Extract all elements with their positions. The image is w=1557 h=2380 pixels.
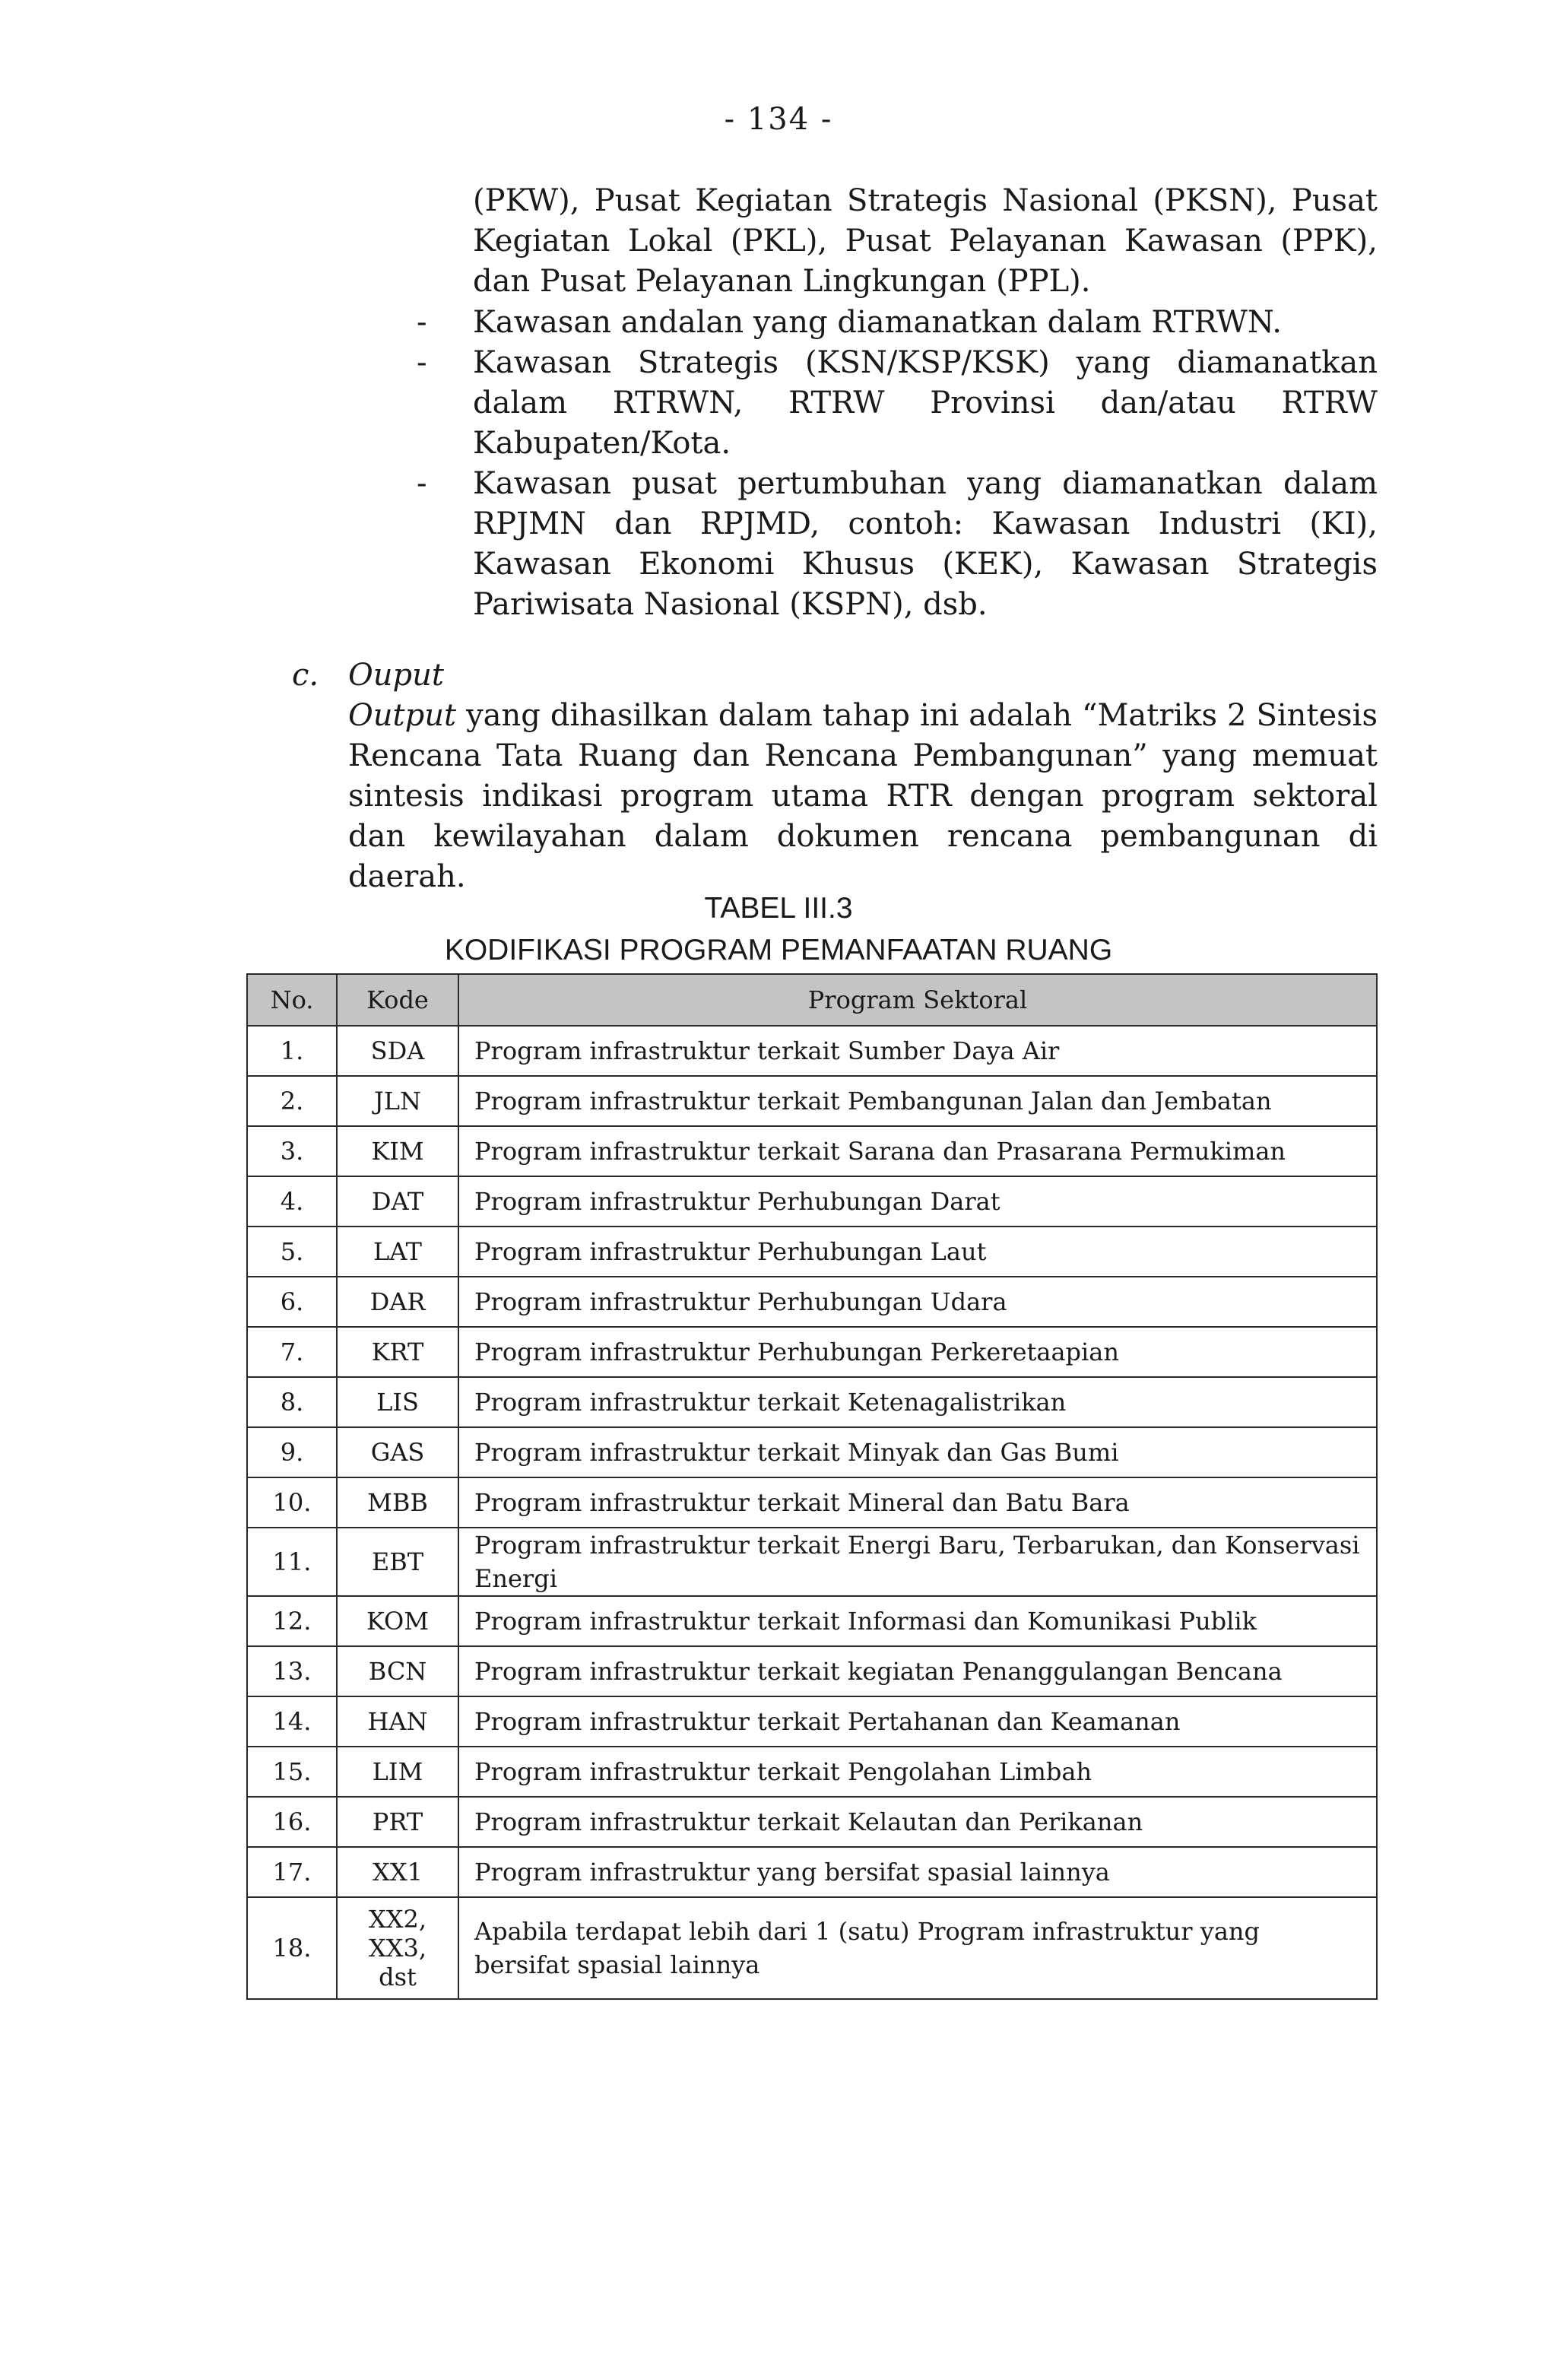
table-row	[247, 1797, 1377, 1847]
table-row	[247, 1026, 1377, 1076]
table-row	[247, 1847, 1377, 1897]
row-program: Program infrastruktur terkait Sarana dan Prasarana Permukiman	[458, 1126, 1377, 1176]
row-code: XX2, XX3, dst	[337, 1897, 458, 1999]
table-row	[247, 1747, 1377, 1797]
table-row	[247, 1377, 1377, 1427]
row-no: 9.	[247, 1427, 337, 1477]
row-code: GAS	[337, 1427, 458, 1477]
row-program: Program infrastruktur terkait Pembangunan Jalan dan Jembatan	[458, 1076, 1377, 1126]
row-no: 13.	[247, 1646, 337, 1696]
row-program: Program infrastruktur Perhubungan Darat	[458, 1176, 1377, 1226]
row-program: Program infrastruktur yang bersifat spasial lainnya	[458, 1847, 1377, 1897]
row-no: 8.	[247, 1377, 337, 1427]
section-body-lead: Output	[348, 698, 457, 733]
bullet-item	[417, 343, 1378, 464]
program-code-table	[246, 973, 1378, 2000]
row-no: 17.	[247, 1847, 337, 1897]
row-program: Program infrastruktur terkait Kelautan dan Perikanan	[458, 1797, 1377, 1847]
bullet-text: Kawasan andalan yang diamanatkan dalam RTRWN.	[473, 305, 1282, 340]
table-caption-title: KODIFIKASI PROGRAM PEMANFAATAN RUANG	[444, 934, 1113, 966]
section-title: Ouput	[348, 658, 444, 693]
row-code: LIS	[337, 1377, 458, 1427]
row-code: KRT	[337, 1327, 458, 1377]
row-program: Apabila terdapat lebih dari 1 (satu) Program infrastruktur yang bersifat spasial lainnya	[458, 1897, 1377, 1999]
row-code: KOM	[337, 1596, 458, 1646]
row-no: 1.	[247, 1026, 337, 1076]
table-row	[247, 1176, 1377, 1226]
row-program: Program infrastruktur terkait Sumber Daya Air	[458, 1026, 1377, 1076]
bullet-item	[417, 303, 1378, 343]
header-program: Program Sektoral	[458, 974, 1377, 1026]
row-no: 14.	[247, 1696, 337, 1747]
row-code: JLN	[337, 1076, 458, 1126]
table-caption-number: TABEL III.3	[704, 892, 853, 925]
table-row	[247, 1427, 1377, 1477]
row-program: Program infrastruktur terkait kegiatan Penanggulangan Bencana	[458, 1646, 1377, 1696]
continuation-paragraph: (PKW), Pusat Kegiatan Strategis Nasional (PKSN), Pusat Kegiatan Lokal (PKL), Pusat Pelayanan Kawasan (PPK), dan Pusat Pelayanan Lingkungan (PPL).	[473, 183, 1378, 299]
row-program: Program infrastruktur terkait Mineral dan Batu Bara	[458, 1477, 1377, 1528]
row-code: LAT	[337, 1226, 458, 1277]
row-program: Program infrastruktur terkait Pengolahan Limbah	[458, 1747, 1377, 1797]
bullet-text: Kawasan pusat pertumbuhan yang diamanatkan dalam RPJMN dan RPJMD, contoh: Kawasan Industri (KI), Kawasan Ekonomi Khusus (KEK), Kawasan Strategis Pariwisata Nasional (KSPN), dsb.	[473, 466, 1378, 622]
bullet-list	[417, 303, 1378, 625]
section-letter: c.	[292, 658, 319, 693]
bullet-text: Kawasan Strategis (KSN/KSP/KSK) yang diamanatkan dalam RTRWN, RTRW Provinsi dan/atau RTRW Kabupaten/Kota.	[473, 345, 1378, 461]
section-body	[348, 696, 1378, 897]
row-code: HAN	[337, 1696, 458, 1747]
table-row	[247, 1277, 1377, 1327]
bullet-dash: -	[417, 345, 427, 380]
row-no: 18.	[247, 1897, 337, 1999]
table-row	[247, 1646, 1377, 1696]
table-row	[247, 1226, 1377, 1277]
table-row	[247, 1696, 1377, 1747]
bullet-dash: -	[417, 466, 427, 501]
row-no: 4.	[247, 1176, 337, 1226]
section-heading	[292, 655, 1378, 696]
section-output	[292, 655, 1378, 897]
row-code: EBT	[337, 1528, 458, 1596]
row-no: 12.	[247, 1596, 337, 1646]
row-no: 10.	[247, 1477, 337, 1528]
row-program: Program infrastruktur terkait Ketenagalistrikan	[458, 1377, 1377, 1427]
row-no: 15.	[247, 1747, 337, 1797]
table-row	[247, 1528, 1377, 1596]
table-row	[247, 1327, 1377, 1377]
bullet-dash: -	[417, 305, 427, 340]
row-program: Program infrastruktur terkait Energi Baru, Terbarukan, dan Konservasi Energi	[458, 1528, 1377, 1596]
table-row	[247, 1897, 1377, 1999]
row-no: 11.	[247, 1528, 337, 1596]
row-code: KIM	[337, 1126, 458, 1176]
row-no: 7.	[247, 1327, 337, 1377]
row-program: Program infrastruktur terkait Informasi dan Komunikasi Publik	[458, 1596, 1377, 1646]
header-no: No.	[247, 974, 337, 1026]
table-row	[247, 1076, 1377, 1126]
row-code: LIM	[337, 1747, 458, 1797]
page-number: - 134 -	[724, 102, 833, 137]
row-code: SDA	[337, 1026, 458, 1076]
row-no: 2.	[247, 1076, 337, 1126]
row-no: 3.	[247, 1126, 337, 1176]
table-row	[247, 1596, 1377, 1646]
table-row	[247, 1477, 1377, 1528]
row-no: 16.	[247, 1797, 337, 1847]
row-code: DAT	[337, 1176, 458, 1226]
bullet-item	[417, 464, 1378, 625]
row-no: 6.	[247, 1277, 337, 1327]
table-header-row	[247, 974, 1377, 1026]
row-program: Program infrastruktur Perhubungan Laut	[458, 1226, 1377, 1277]
row-program: Program infrastruktur Perhubungan Perkeretaapian	[458, 1327, 1377, 1377]
header-code: Kode	[337, 974, 458, 1026]
row-code: XX1	[337, 1847, 458, 1897]
section-body-text: yang dihasilkan dalam tahap ini adalah “Matriks 2 Sintesis Rencana Tata Ruang dan Rencana Pembangunan” yang memuat sintesis indikasi program utama RTR dengan program sektoral dan kewilayahan dalam dokumen rencana pembangunan di daerah.	[348, 698, 1378, 894]
row-code: DAR	[337, 1277, 458, 1327]
row-code: MBB	[337, 1477, 458, 1528]
row-program: Program infrastruktur terkait Minyak dan Gas Bumi	[458, 1427, 1377, 1477]
row-code: BCN	[337, 1646, 458, 1696]
row-code: PRT	[337, 1797, 458, 1847]
row-no: 5.	[247, 1226, 337, 1277]
table-row	[247, 1126, 1377, 1176]
row-program: Program infrastruktur Perhubungan Udara	[458, 1277, 1377, 1327]
row-program: Program infrastruktur terkait Pertahanan dan Keamanan	[458, 1696, 1377, 1747]
